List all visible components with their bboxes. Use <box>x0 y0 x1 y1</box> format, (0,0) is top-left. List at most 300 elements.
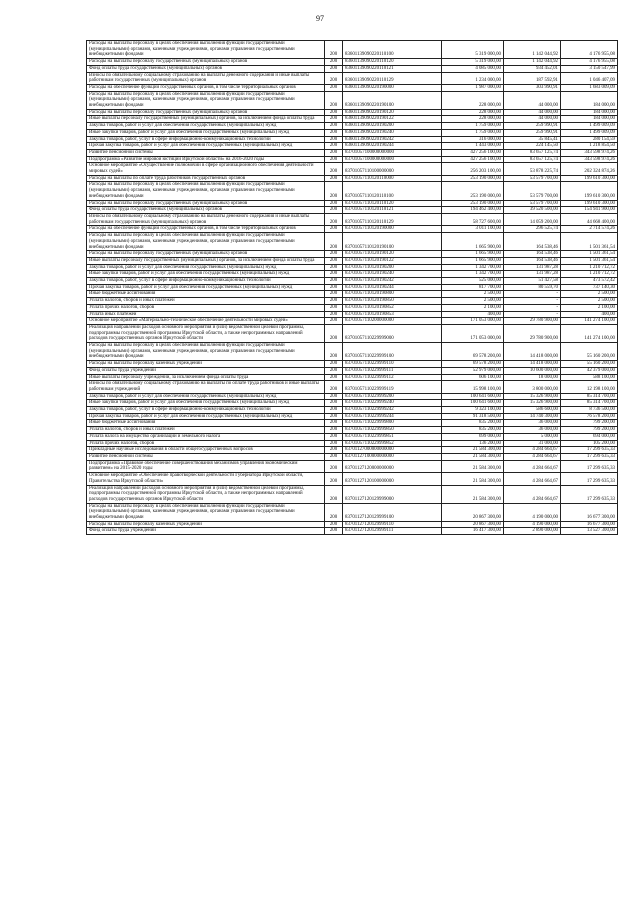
row-classifier: 83601139090220190242 <box>343 136 442 143</box>
row-approved: 100 641 600,00 <box>442 400 504 407</box>
table-row <box>87 109 618 116</box>
row-classifier: 83701057110229999000 <box>343 324 442 342</box>
row-code: 200 <box>325 72 343 84</box>
row-name: Иные бюджетные ассигнования <box>87 291 325 298</box>
row-approved: 20 867 300,00 <box>442 503 504 521</box>
row-code: 200 <box>325 163 343 175</box>
row-code: 200 <box>325 65 343 72</box>
row-name: Расходы на выплаты персоналу в целях обеспечения выполнения функций государственными (муниципальными) органами, казенными учреждениями, органами управления государственными внебюджетными фондами <box>87 343 325 361</box>
row-classifier: 83701057100000000000 <box>343 156 442 163</box>
row-remaining: 16 677 300,00 <box>561 521 618 528</box>
table-row <box>87 420 618 427</box>
row-name: Прочая закупка товаров, работ и услуг для обеспечения государственных (муниципальных) нужд <box>87 143 325 150</box>
table-row <box>87 91 618 109</box>
row-executed: 44 000,00 <box>504 109 561 116</box>
row-classifier: 83701057110229999800 <box>343 420 442 427</box>
row-classifier: 83701127120129999111 <box>343 528 442 535</box>
table-row <box>87 343 618 361</box>
row-remaining: 141 274 100,00 <box>561 318 618 325</box>
row-approved: 253 190 000,00 <box>442 175 504 182</box>
row-approved: 171 053 000,00 <box>442 318 504 325</box>
table-row <box>87 528 618 535</box>
row-classifier: 83701057110120190122 <box>343 257 442 264</box>
budget-table <box>86 40 618 535</box>
row-approved: 1 665 900,00 <box>442 233 504 251</box>
row-executed: 3 800 000,00 <box>504 381 561 393</box>
row-executed: 4 284 664,67 <box>504 485 561 503</box>
row-remaining: 55 160 200,00 <box>561 343 618 361</box>
row-executed: 44 000,00 <box>504 91 561 109</box>
row-executed: 14 418 000,00 <box>504 361 561 368</box>
row-executed: 14 418 000,00 <box>504 343 561 361</box>
row-name: Закупка товаров, работ, услуг в сфере информационно-коммуникационных технологий <box>87 407 325 414</box>
row-remaining: 154 941 900,00 <box>561 207 618 214</box>
row-approved: 835 200,00 <box>442 420 504 427</box>
row-executed: 164 538,46 <box>504 233 561 251</box>
row-remaining: 2 714 574,26 <box>561 226 618 233</box>
table-row <box>87 213 618 225</box>
row-executed: 14 059 200,00 <box>504 213 561 225</box>
table-row <box>87 400 618 407</box>
row-code: 200 <box>325 207 343 214</box>
row-remaining: 343 598 974,26 <box>561 156 618 163</box>
row-executed: 164 538,46 <box>504 257 561 264</box>
row-name: Расходы на выплаты персоналу казенных учреждений <box>87 521 325 528</box>
row-executed: 29 780 900,00 <box>504 324 561 342</box>
row-remaining: 737 140,30 <box>561 284 618 291</box>
row-approved: 1 443 000,00 <box>442 143 504 150</box>
row-name: Прочая закупка товаров, работ и услуг для обеспечения государственных (муниципальных) нужд <box>87 284 325 291</box>
row-name: Основное мероприятие «Обеспечение правотворческой деятельности Губернатора Иркутской области, Правительства Иркутской области» <box>87 473 325 485</box>
row-remaining: 1 218 854,50 <box>561 143 618 150</box>
row-classifier: 83701057110120190100 <box>343 233 442 251</box>
table-row <box>87 143 618 150</box>
row-code: 200 <box>325 304 343 311</box>
row-remaining: 199 610 300,00 <box>561 175 618 182</box>
row-executed: 53 579 700,00 <box>504 200 561 207</box>
row-remaining: 44 668 400,00 <box>561 213 618 225</box>
row-approved: 835 200,00 <box>442 427 504 434</box>
row-executed: 934 452,01 <box>504 65 561 72</box>
row-name: Реализация направлений расходов основного мероприятия и (или) ведомственной целевой программы, подпрограммы государственной программы Иркутской области, а также непрограммных направлений расходов государственных органов Иркутской области <box>87 485 325 503</box>
row-code: 200 <box>325 116 343 123</box>
row-classifier: 83701057110229999110 <box>343 361 442 368</box>
row-approved: 1 665 900,00 <box>442 257 504 264</box>
row-executed: 39 520 500,00 <box>504 207 561 214</box>
row-code: 200 <box>325 485 343 503</box>
row-name: Фонд оплаты труда государственных (муниципальных) органов <box>87 207 325 214</box>
row-name: Уплата налогов, сборов и иных платежей <box>87 298 325 305</box>
row-approved: 400,00 <box>442 311 504 318</box>
table-row <box>87 298 618 305</box>
row-approved: 253 190 000,00 <box>442 182 504 200</box>
row-remaining: 3 150 547,99 <box>561 65 618 72</box>
row-name: Взносы по обязательному социальному страхованию на выплаты по оплате труда работников и иные выплаты работникам учреждений <box>87 381 325 393</box>
table-row <box>87 284 618 291</box>
table-row <box>87 440 618 447</box>
row-code: 200 <box>325 440 343 447</box>
row-name: Расходы на выплаты персоналу государственных (муниципальных) органов <box>87 59 325 66</box>
table-row <box>87 318 618 325</box>
row-remaining: 2 100,00 <box>561 304 618 311</box>
table-row <box>87 41 618 59</box>
row-classifier: 83601139090220190100 <box>343 91 442 109</box>
row-classifier: 83601139090220190200 <box>343 123 442 130</box>
row-executed: 4 190 000,00 <box>504 503 561 521</box>
row-code: 200 <box>325 136 343 143</box>
table-row <box>87 413 618 420</box>
row-code: 200 <box>325 447 343 454</box>
table-row <box>87 233 618 251</box>
row-executed: 5 000,00 <box>504 433 561 440</box>
row-approved: 58 727 600,00 <box>442 213 504 225</box>
row-code: 200 <box>325 182 343 200</box>
row-remaining: 12 198 100,00 <box>561 381 618 393</box>
row-approved: 5 319 000,00 <box>442 41 504 59</box>
row-approved: 316 000,00 <box>442 136 504 143</box>
table-row <box>87 156 618 163</box>
row-remaining: 343 598 974,26 <box>561 149 618 156</box>
row-remaining: 1 499 009,09 <box>561 123 618 130</box>
row-remaining: 694 000,00 <box>561 433 618 440</box>
row-remaining: 1 210 712,72 <box>561 264 618 271</box>
row-remaining: 16 677 300,00 <box>561 503 618 521</box>
row-classifier: 83601139090220190122 <box>343 116 442 123</box>
row-executed: 4 284 664,67 <box>504 473 561 485</box>
row-approved: 15 998 100,00 <box>442 381 504 393</box>
table-row <box>87 149 618 156</box>
row-classifier: 83701057110229999244 <box>343 413 442 420</box>
row-classifier: 83701057110229999240 <box>343 400 442 407</box>
row-approved: 20 867 300,00 <box>442 521 504 528</box>
table-row <box>87 433 618 440</box>
row-approved: 253 190 000,00 <box>442 200 504 207</box>
row-classifier: 83601139090220110120 <box>343 59 442 66</box>
table-row <box>87 291 618 298</box>
row-classifier: 83701057110229999119 <box>343 381 442 393</box>
row-remaining: 799 200,00 <box>561 427 618 434</box>
row-classifier: 83701127000000000000 <box>343 447 442 454</box>
row-name: Закупка товаров, работ, услуг в сфере информационно-коммуникационных технологий <box>87 136 325 143</box>
row-code: 200 <box>325 454 343 461</box>
table-row <box>87 393 618 400</box>
row-approved: 1 234 000,00 <box>442 72 504 84</box>
row-approved: 21 584 300,00 <box>442 454 504 461</box>
row-code: 200 <box>325 407 343 414</box>
row-approved: 21 584 300,00 <box>442 485 504 503</box>
row-classifier: 83701057110229999242 <box>343 407 442 414</box>
row-classifier: 83601139090220190000 <box>343 84 442 91</box>
row-name: Прочая закупка товаров, работ и услуг для обеспечения государственных (муниципальных) нужд <box>87 413 325 420</box>
row-remaining: 1 046 407,09 <box>561 72 618 84</box>
row-remaining: 17 299 635,33 <box>561 460 618 472</box>
table-row <box>87 59 618 66</box>
row-code: 200 <box>325 264 343 271</box>
table-row <box>87 264 618 271</box>
row-code: 200 <box>325 271 343 278</box>
row-remaining: 184 000,00 <box>561 116 618 123</box>
row-executed: 15 326 900,00 <box>504 400 561 407</box>
table-row <box>87 460 618 472</box>
row-approved: 21 584 300,00 <box>442 473 504 485</box>
row-approved: 699 000,00 <box>442 433 504 440</box>
table-row <box>87 324 618 342</box>
row-classifier: 83701057110120190800 <box>343 291 442 298</box>
row-classifier: 83701057110120190850 <box>343 298 442 305</box>
row-remaining: 17 299 635,33 <box>561 473 618 485</box>
table-row <box>87 182 618 200</box>
row-name: Расходы на выплаты персоналу в целях обеспечения выполнения функций государственными (муниципальными) органами, казенными учреждениями, органами управления государственными внебюджетными фондами <box>87 182 325 200</box>
row-classifier: 83701057110120110120 <box>343 200 442 207</box>
row-name: Расходы на выплаты персоналу государственных (муниципальных) органов <box>87 251 325 258</box>
row-executed: 10 600 000,00 <box>504 367 561 374</box>
row-executed: 586 600,00 <box>504 407 561 414</box>
row-name: Подпрограмма «Правовое обеспечение совершенствования механизмов управления экономическим развитием» на 2015-2020 годы <box>87 460 325 472</box>
row-name: Развитие пенсионной системы <box>87 454 325 461</box>
row-name: Уплата налога на имущество организаций и земельного налога <box>87 433 325 440</box>
row-remaining: 280 154,59 <box>561 136 618 143</box>
row-code: 200 <box>325 460 343 472</box>
row-code: 200 <box>325 528 343 535</box>
row-executed: 303 990,91 <box>504 84 561 91</box>
row-remaining: 1 501 361,54 <box>561 257 618 264</box>
row-approved: 194 462 400,00 <box>442 207 504 214</box>
row-remaining: 55 160 200,00 <box>561 361 618 368</box>
row-approved: 2 500,00 <box>442 291 504 298</box>
row-executed: 36 000,00 <box>504 420 561 427</box>
row-classifier: 83701057110120190200 <box>343 264 442 271</box>
row-remaining: 799 200,00 <box>561 420 618 427</box>
row-remaining: 85 314 700,00 <box>561 393 618 400</box>
row-approved: 136 200,00 <box>442 440 504 447</box>
row-code: 200 <box>325 374 343 381</box>
row-approved: 9 323 100,00 <box>442 407 504 414</box>
row-approved: 525 000,00 <box>442 278 504 285</box>
table-row <box>87 485 618 503</box>
table-row <box>87 136 618 143</box>
row-executed: 187 592,91 <box>504 72 561 84</box>
row-remaining: 1 210 712,72 <box>561 271 618 278</box>
row-name: Подпрограмма «Развитие мировой юстиции Иркутской области» на 2016-2020 годы <box>87 156 325 163</box>
row-remaining: 8 736 500,00 <box>561 407 618 414</box>
row-classifier: 83601139090220110121 <box>343 65 442 72</box>
row-classifier: 83701057110100000000 <box>343 163 442 175</box>
row-approved: 21 584 300,00 <box>442 447 504 454</box>
row-remaining: 184 000,00 <box>561 91 618 109</box>
row-executed: 80 559,70 <box>504 284 561 291</box>
row-executed: 83 657 125,74 <box>504 156 561 163</box>
row-approved: 427 256 100,00 <box>442 156 504 163</box>
row-name: Расходы на обеспечение функций государственных органов, в том числе территориальных органов <box>87 84 325 91</box>
row-approved: 1 759 000,00 <box>442 123 504 130</box>
row-name: Закупка товаров, работ и услуг для обеспечения государственных (муниципальных) нужд <box>87 393 325 400</box>
table-row <box>87 175 618 182</box>
row-classifier: 83701057110229999100 <box>343 343 442 361</box>
row-code: 200 <box>325 213 343 225</box>
row-name: Расходы на выплаты персоналу государственных (муниципальных) органов <box>87 200 325 207</box>
row-executed: 31 000,00 <box>504 440 561 447</box>
row-executed: 4 284 664,67 <box>504 454 561 461</box>
row-classifier: 83701127120000000000 <box>343 460 442 472</box>
row-classifier: 83701057110229999852 <box>343 440 442 447</box>
table-row <box>87 447 618 454</box>
row-approved: 1 665 900,00 <box>442 251 504 258</box>
row-classifier: 83601139090220110100 <box>343 41 442 59</box>
table-row <box>87 503 618 521</box>
row-remaining: 588 100,00 <box>561 374 618 381</box>
row-remaining: 1 501 361,54 <box>561 233 618 251</box>
row-remaining: 400,00 <box>561 311 618 318</box>
row-approved: 21 584 300,00 <box>442 460 504 472</box>
row-classifier: 83601139090220190244 <box>343 143 442 150</box>
row-code: 200 <box>325 200 343 207</box>
row-classifier: 83701057110120190240 <box>343 271 442 278</box>
row-name: Расходы на выплаты по оплате труда работников государственных органов <box>87 175 325 182</box>
table-row <box>87 129 618 136</box>
row-executed: 36 000,00 <box>504 427 561 434</box>
row-remaining: 17 299 635,33 <box>561 454 618 461</box>
table-row <box>87 407 618 414</box>
table-row <box>87 374 618 381</box>
row-code: 200 <box>325 257 343 264</box>
row-code: 200 <box>325 226 343 233</box>
table-row <box>87 72 618 84</box>
row-executed: 1 142 044,92 <box>504 59 561 66</box>
row-code: 200 <box>325 343 343 361</box>
table-row <box>87 381 618 393</box>
row-executed: 35 845,41 <box>504 136 561 143</box>
row-name: Иные выплаты персоналу государственных (муниципальных) органов, за исключением фонда оплаты труда <box>87 116 325 123</box>
row-code: 200 <box>325 381 343 393</box>
row-code: 200 <box>325 433 343 440</box>
row-approved: 256 203 100,00 <box>442 163 504 175</box>
row-code: 200 <box>325 413 343 420</box>
table-row <box>87 84 618 91</box>
row-executed: - <box>504 291 561 298</box>
row-approved: 228 000,00 <box>442 109 504 116</box>
row-name: Иные выплаты персоналу учреждений, за исключением фонда оплаты труда <box>87 374 325 381</box>
budget-table-body <box>87 41 618 535</box>
row-code: 200 <box>325 324 343 342</box>
row-remaining: 4 176 955,08 <box>561 41 618 59</box>
table-row <box>87 251 618 258</box>
row-classifier: 83701057110200000000 <box>343 318 442 325</box>
row-remaining: 17 299 635,33 <box>561 447 618 454</box>
row-code: 200 <box>325 284 343 291</box>
row-executed: 51 427,58 <box>504 278 561 285</box>
row-classifier: 83701057110120110121 <box>343 207 442 214</box>
row-code: 200 <box>325 156 343 163</box>
row-name: Расходы на выплаты персоналу казенных учреждений <box>87 361 325 368</box>
table-row <box>87 521 618 528</box>
table-row <box>87 473 618 485</box>
row-name: Закупка товаров, работ и услуг для обеспечения государственных (муниципальных) нужд <box>87 123 325 130</box>
row-approved: 606 100,00 <box>442 374 504 381</box>
page-number: 97 <box>316 14 324 23</box>
row-remaining: 4 176 955,08 <box>561 59 618 66</box>
row-remaining: 473 572,42 <box>561 278 618 285</box>
row-classifier: 83701127120129999110 <box>343 521 442 528</box>
row-name: Расходы на обеспечение функций государственных органов, в том числе территориальных органов <box>87 226 325 233</box>
row-executed: 1 142 044,92 <box>504 41 561 59</box>
row-executed: 53 878 225,74 <box>504 163 561 175</box>
row-executed: 4 284 664,67 <box>504 460 561 472</box>
row-executed: 131 987,28 <box>504 264 561 271</box>
table-row <box>87 304 618 311</box>
row-name: Уплата прочих налогов, сборов <box>87 304 325 311</box>
row-executed: 4 284 664,67 <box>504 447 561 454</box>
row-approved: 4 085 000,00 <box>442 65 504 72</box>
row-approved: 69 578 200,00 <box>442 343 504 361</box>
table-row <box>87 311 618 318</box>
row-code: 200 <box>325 521 343 528</box>
row-name: Закупка товаров, работ и услуг для обеспечения государственных (муниципальных) нужд <box>87 264 325 271</box>
row-remaining: 76 578 200,00 <box>561 413 618 420</box>
row-code: 200 <box>325 311 343 318</box>
table-row <box>87 361 618 368</box>
row-classifier: 83701057110120110000 <box>343 175 442 182</box>
row-executed: 259 990,91 <box>504 123 561 130</box>
row-remaining: 1 499 009,09 <box>561 129 618 136</box>
row-remaining: 2 500,00 <box>561 298 618 305</box>
row-approved: 1 342 700,00 <box>442 271 504 278</box>
row-name: Реализация направлений расходов основного мероприятия и (или) ведомственной целевой программы, подпрограммы государственной программы Иркутской области, а также непрограммных направлений расходов государственных органов Иркутской области <box>87 324 325 342</box>
row-classifier: 83701057110120190242 <box>343 278 442 285</box>
row-name: Фонд оплаты труда учреждений <box>87 367 325 374</box>
row-name: Расходы на выплаты персоналу государственных (муниципальных) органов <box>87 109 325 116</box>
row-code: 200 <box>325 143 343 150</box>
row-remaining: 184 000,00 <box>561 109 618 116</box>
row-approved: 3 011 100,00 <box>442 226 504 233</box>
row-classifier: 83701057110120190853 <box>343 311 442 318</box>
row-code: 200 <box>325 129 343 136</box>
table-row <box>87 271 618 278</box>
row-code: 200 <box>325 400 343 407</box>
table-row <box>87 200 618 207</box>
row-classifier: 83701057100000000000 <box>343 149 442 156</box>
row-code: 200 <box>325 251 343 258</box>
row-executed: 53 579 700,00 <box>504 182 561 200</box>
row-executed: 296 525,74 <box>504 226 561 233</box>
row-name: Уплата иных платежей <box>87 311 325 318</box>
table-row <box>87 226 618 233</box>
row-code: 200 <box>325 367 343 374</box>
row-approved: 171 053 000,00 <box>442 324 504 342</box>
row-executed: 15 326 900,00 <box>504 393 561 400</box>
row-code: 200 <box>325 109 343 116</box>
row-code: 200 <box>325 149 343 156</box>
row-classifier: 83601139090220110129 <box>343 72 442 84</box>
row-name: Расходы на выплаты персоналу в целях обеспечения выполнения функций государственными (муниципальными) органами, казенными учреждениями, органами управления государственными внебюджетными фондами <box>87 503 325 521</box>
row-name: Иные закупки товаров, работ и услуг для обеспечения государственных (муниципальных) нужд <box>87 271 325 278</box>
row-remaining: 1 683 009,09 <box>561 84 618 91</box>
row-name: Развитие пенсионной системы <box>87 149 325 156</box>
row-classifier: 83701057110120190120 <box>343 251 442 258</box>
row-name: Расходы на выплаты персоналу в целях обеспечения выполнения функций государственными (муниципальными) органами, казенными учреждениями, органами управления государственными внебюджетными фондами <box>87 233 325 251</box>
row-approved: 69 578 200,00 <box>442 361 504 368</box>
row-code: 200 <box>325 175 343 182</box>
row-classifier: 83701057110229999200 <box>343 393 442 400</box>
row-name: Расходы на выплаты персоналу в целях обеспечения выполнения функций государственными (муниципальными) органами, казенными учреждениями, органами управления государственными внебюджетными фондами <box>87 41 325 59</box>
row-remaining: 199 610 300,00 <box>561 182 618 200</box>
row-remaining: 13 527 300,00 <box>561 528 618 535</box>
row-approved: 100 641 600,00 <box>442 393 504 400</box>
table-row <box>87 163 618 175</box>
row-classifier: 83701057110229999112 <box>343 374 442 381</box>
row-code: 200 <box>325 318 343 325</box>
row-approved: 52 979 000,00 <box>442 367 504 374</box>
row-executed: 224 145,50 <box>504 143 561 150</box>
